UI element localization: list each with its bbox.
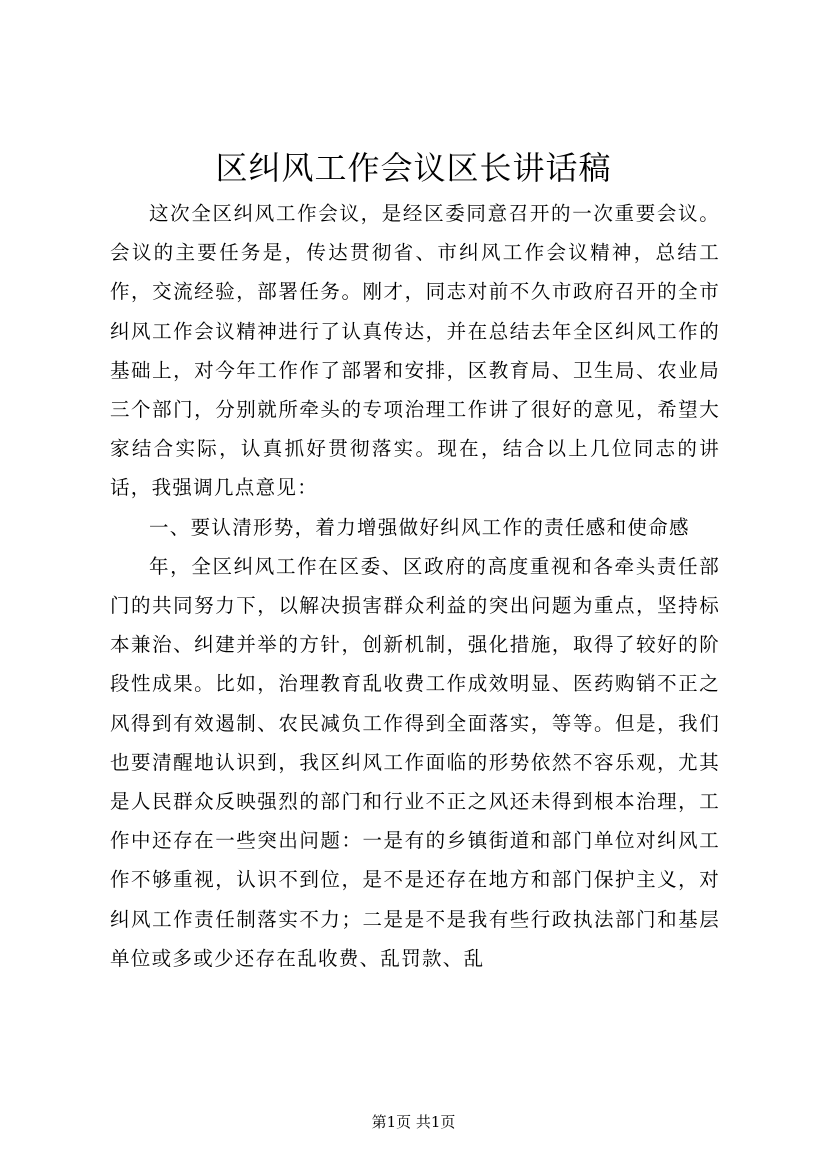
- document-body: [110, 194, 720, 978]
- page-footer: 第1页 共1页: [371, 1113, 456, 1131]
- paragraph-section-heading: 一、要认清形势，着力增强做好纠风工作的责任感和使命感: [149, 515, 690, 539]
- paragraph-situation: 年，全区纠风工作在区委、区政府的高度重视和各牵头责任部门的共同努力下，以解决损害群众利益的突出问题为重点，坚持标本兼治、纠建并举的方针，创新机制，强化措施，取得了较好的阶段性成果。比如，治理教育乱收费工作成效明显、医药购销不正之风得到有效遏制、农民减负工作得到全面落实，等等。但是，我们也要清醒地认识到，我区纠风工作面临的形势依然不容乐观，尤其是人民群众反映强烈的部门和行业不正之风还未得到根本治理，工作中还存在一些突出问题：一是有的乡镇街道和部门单位对纠风工作不够重视，认识不到位，是不是还存在地方和部门保护主义，对纠风工作责任制落实不力；二是是不是我有些行政执法部门和基层单位或多或少还存在乱收费、乱罚款、乱: [110, 554, 720, 970]
- document-title: 区纠风工作会议区长讲话稿: [215, 149, 612, 187]
- paragraph-intro: 这次全区纠风工作会议，是经区委同意召开的一次重要会议。会议的主要任务是，传达贯彻省、市纠风工作会议精神，总结工作，交流经验，部署任务。刚才，同志对前不久市政府召开的全市纠风工作会议精神进行了认真传达，并在总结去年全区纠风工作的基础上，对今年工作作了部署和安排，区教育局、卫生局、农业局三个部门，分别就所牵头的专项治理工作讲了很好的意见，希望大家结合实际，认真抓好贯彻落实。现在，结合以上几位同志的讲话，我强调几点意见：: [110, 202, 720, 500]
